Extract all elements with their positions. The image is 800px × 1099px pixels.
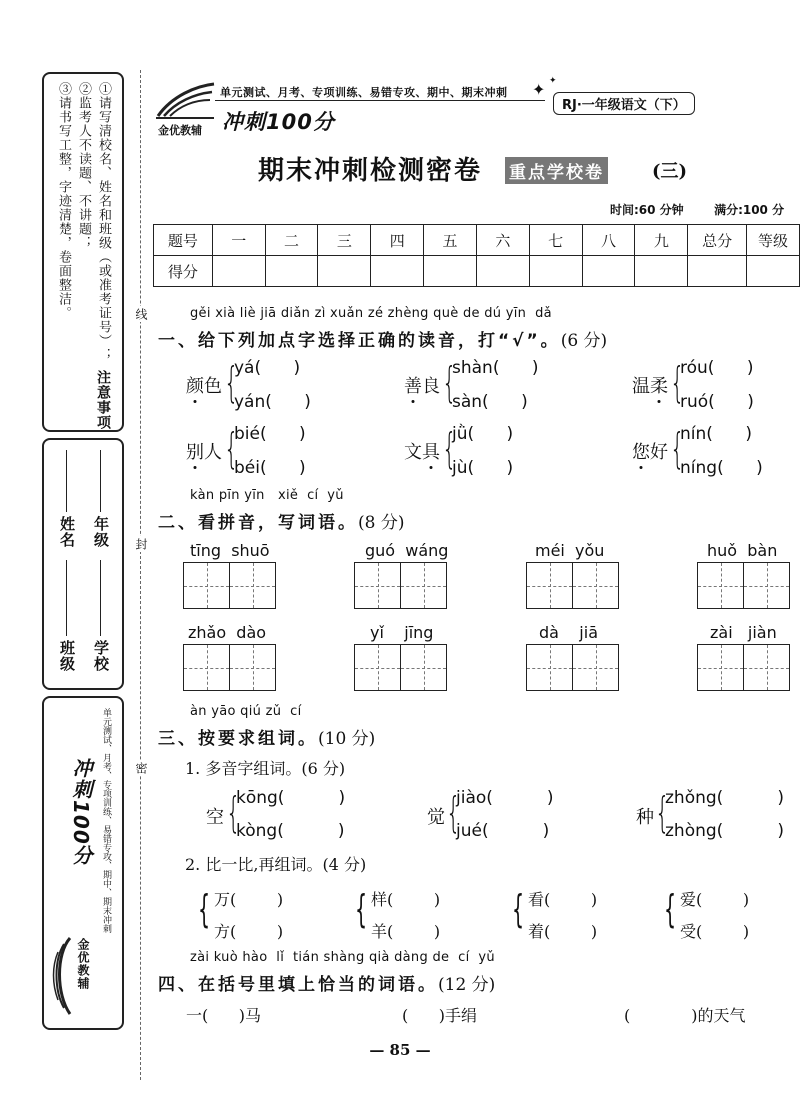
page-number: — 85 —	[369, 1041, 431, 1059]
score-cell[interactable]	[688, 256, 747, 287]
compare-1a[interactable]: 万( )	[214, 890, 284, 909]
table-header-cell: 一	[212, 225, 265, 256]
score-cell[interactable]	[529, 256, 582, 287]
class-field[interactable]	[66, 560, 67, 636]
s1-opt-6a[interactable]: nín( )	[680, 424, 752, 444]
poly-char-2: 觉	[427, 807, 445, 828]
logo-text: 金优教辅	[158, 124, 202, 137]
compare-2b[interactable]: 羊( )	[371, 922, 441, 941]
section3-sub2: 2. 比一比,再组词。(4 分)	[185, 855, 367, 874]
compare-3b[interactable]: 着( )	[528, 922, 598, 941]
s2-pinyin-6: yǐ jīng	[370, 623, 434, 642]
s1-opt-2a[interactable]: shàn( )	[452, 358, 539, 378]
series-line: 单元测试、月考、专项训练、易错专攻、期中、期末冲刺	[220, 86, 508, 99]
table-header-cell: 总分	[688, 225, 747, 256]
section3-title-text: 三、按要求组词。	[158, 729, 318, 749]
emphasis-dot	[430, 466, 433, 469]
writing-grid[interactable]	[354, 644, 447, 691]
section1-title	[158, 326, 607, 351]
section3-points: (10 分)	[318, 729, 376, 749]
table-header-cell: 三	[318, 225, 371, 256]
poly-char-3: 种	[636, 807, 654, 828]
writing-grid[interactable]	[183, 644, 276, 691]
s4-item-1[interactable]: 一( )马	[186, 1006, 262, 1025]
writing-grid[interactable]	[183, 562, 276, 609]
page-title: 期末冲刺检测密卷	[258, 156, 483, 186]
brace: {	[670, 358, 685, 407]
compare-1b[interactable]: 方( )	[214, 922, 284, 941]
emphasis-dot	[658, 400, 661, 403]
s1-opt-1b[interactable]: yán( )	[234, 392, 311, 412]
writing-grid[interactable]	[526, 644, 619, 691]
s2-pinyin-5: zhǎo dào	[188, 623, 267, 642]
s1-word-6	[632, 438, 668, 464]
school-field[interactable]	[100, 560, 101, 636]
notice-title: 注意事项	[95, 370, 111, 430]
table-header-cell: 八	[582, 225, 635, 256]
s1-word-1-text: 颜色	[186, 376, 222, 397]
s1-opt-3b[interactable]: ruó( )	[680, 392, 754, 412]
s1-word-2	[404, 372, 440, 398]
binding-cut-line	[140, 70, 141, 1080]
s1-word-4-text: 别人	[186, 442, 222, 463]
poly-opt-2a[interactable]: jiào( )	[456, 788, 554, 808]
emphasis-dot	[412, 400, 415, 403]
name-field[interactable]	[66, 450, 67, 512]
sparkle-small-icon: ✦	[549, 76, 557, 86]
section3-pinyin: àn yāo qiú zǔ cí	[190, 704, 302, 719]
s2-pinyin-4: huǒ bàn	[707, 541, 778, 560]
s1-opt-6b[interactable]: níng( )	[680, 458, 763, 478]
section4-title-text: 四、在括号里填上恰当的词语。	[158, 975, 438, 995]
compare-4a[interactable]: 爱( )	[680, 890, 750, 909]
poly-char-1: 空	[206, 807, 224, 828]
score-cell[interactable]	[635, 256, 688, 287]
notice-line-3: ③请书写工整，字迹清楚，卷面整洁。	[56, 82, 71, 320]
section1-pinyin: gěi xià liè jiā diǎn zì xuǎn zé zhèng què de dú yīn dǎ	[190, 306, 552, 321]
grade-field[interactable]	[100, 450, 101, 512]
notice-box	[42, 72, 124, 432]
brace: {	[198, 887, 211, 931]
notice-line-2: ②监考人不读题、不讲题；	[76, 82, 91, 250]
title-tag: 重点学校卷	[505, 157, 608, 184]
emphasis-dot	[640, 466, 643, 469]
s1-opt-2b[interactable]: sàn( )	[452, 392, 528, 412]
cut-mark-seal: 封	[134, 538, 148, 550]
score-cell[interactable]	[371, 256, 424, 287]
grade-tag: RJ·一年级语文（下）	[553, 92, 695, 115]
table-header-cell: 七	[529, 225, 582, 256]
table-row	[154, 256, 800, 287]
s1-opt-5a[interactable]: jǜ( )	[452, 424, 514, 444]
poly-opt-3b[interactable]: zhòng( )	[665, 821, 784, 841]
poly-opt-3a[interactable]: zhǒng( )	[665, 788, 784, 808]
writing-grid[interactable]	[697, 562, 790, 609]
s2-pinyin-2: guó wáng	[365, 541, 449, 560]
emphasis-dot	[194, 466, 197, 469]
compare-3a[interactable]: 看( )	[528, 890, 598, 909]
name-label: 姓名	[58, 516, 76, 548]
s2-pinyin-8: zài jiàn	[710, 623, 777, 642]
poly-opt-2b[interactable]: jué( )	[456, 821, 550, 841]
score-cell[interactable]	[265, 256, 318, 287]
table-header-cell: 四	[371, 225, 424, 256]
section1-title-text: 一、给下列加点字选择正确的读音，打“√”。	[158, 331, 561, 351]
section3-title	[158, 724, 375, 749]
s1-opt-3a[interactable]: róu( )	[680, 358, 754, 378]
s1-word-6-text: 您好	[632, 442, 668, 463]
s1-word-5-text: 文具	[404, 442, 440, 463]
exam-info	[610, 201, 784, 218]
emphasis-dot	[194, 400, 197, 403]
title-number: (三)	[652, 161, 688, 182]
s2-pinyin-1: tīng shuō	[190, 541, 270, 560]
score-table	[153, 224, 800, 287]
section4-pinyin: zài kuò hào lǐ tián shàng qià dàng de cí yǔ	[190, 950, 495, 965]
score-cell[interactable]	[747, 256, 800, 287]
brace: {	[446, 788, 461, 837]
s1-word-5	[404, 438, 440, 464]
s4-item-2[interactable]: ( )手绢	[402, 1006, 478, 1025]
s2-pinyin-7: dà jiā	[539, 623, 598, 642]
s1-opt-4b[interactable]: béi( )	[234, 458, 306, 478]
table-header-cell: 二	[265, 225, 318, 256]
grade-label: 年级	[92, 516, 110, 548]
section2-title	[158, 508, 404, 533]
cut-mark-line: 线	[134, 308, 148, 320]
s1-word-3-text: 温柔	[632, 376, 668, 397]
table-header-cell: 题号	[154, 225, 213, 256]
table-row	[154, 225, 800, 256]
score-cell[interactable]	[582, 256, 635, 287]
sidebar-brand: 冲刺100分	[69, 758, 93, 866]
sidebar-logo-text: 金优教辅	[76, 938, 90, 990]
brace: {	[226, 788, 241, 837]
table-header-cell: 九	[635, 225, 688, 256]
score-cell[interactable]	[424, 256, 477, 287]
cut-mark-secret: 密	[134, 762, 148, 774]
brace: {	[655, 788, 670, 837]
book-logo-icon	[152, 76, 218, 122]
brace: {	[224, 424, 239, 473]
brace: {	[670, 424, 685, 473]
s1-opt-1a[interactable]: yá( )	[234, 358, 301, 378]
table-header-cell: 六	[476, 225, 529, 256]
s2-pinyin-3: méi yǒu	[535, 541, 605, 560]
section2-title-text: 二、看拼音，写词语。	[158, 513, 358, 533]
table-header-cell: 等级	[747, 225, 800, 256]
notice-line-1: ①请写清校名、姓名和班级（或准考证号）；	[96, 82, 111, 362]
compare-4b[interactable]: 受( )	[680, 922, 750, 941]
brace: {	[442, 424, 457, 473]
section2-points: (8 分)	[358, 513, 405, 533]
table-header-cell: 五	[424, 225, 477, 256]
poly-opt-1b[interactable]: kòng( )	[236, 821, 345, 841]
score-cell[interactable]	[476, 256, 529, 287]
writing-grid[interactable]	[354, 562, 447, 609]
s1-word-1	[186, 372, 222, 398]
section2-pinyin: kàn pīn yīn xiě cí yǔ	[190, 488, 344, 503]
time-limit: 时间:60 分钟	[610, 203, 684, 217]
score-row-label: 得分	[154, 256, 213, 287]
sidebar-book-logo-icon	[50, 934, 74, 1018]
score-cell[interactable]	[212, 256, 265, 287]
s1-word-4	[186, 438, 222, 464]
s4-item-3[interactable]: ( )的天气	[624, 1006, 746, 1025]
sparkle-icon: ✦	[532, 80, 546, 99]
brand-title: 冲刺100分	[222, 110, 335, 134]
section4-title	[158, 970, 495, 995]
student-info-box	[42, 438, 124, 690]
school-label: 学校	[92, 640, 110, 672]
section4-points: (12 分)	[438, 975, 496, 995]
s1-word-3	[632, 372, 668, 398]
brace: {	[664, 887, 677, 931]
writing-grid[interactable]	[697, 644, 790, 691]
writing-grid[interactable]	[526, 562, 619, 609]
section3-sub1: 1. 多音字组词。(6 分)	[185, 759, 346, 778]
brace: {	[355, 887, 368, 931]
brace: {	[442, 358, 457, 407]
class-label: 班级	[58, 640, 76, 672]
brace: {	[224, 358, 239, 407]
brand-box	[42, 696, 124, 1030]
score-cell[interactable]	[318, 256, 371, 287]
brace: {	[512, 887, 525, 931]
section1-points: (6 分)	[560, 331, 608, 351]
s1-opt-4a[interactable]: bié( )	[234, 424, 306, 444]
sidebar-series: 单元测试、月考、专项训练、易错专攻、期中、期末冲刺	[101, 708, 111, 933]
s1-opt-5b[interactable]: jù( )	[452, 458, 514, 478]
poly-opt-1a[interactable]: kōng( )	[236, 788, 346, 808]
compare-2a[interactable]: 样( )	[371, 890, 441, 909]
header-rule	[215, 100, 545, 101]
s1-word-2-text: 善良	[404, 376, 440, 397]
full-score: 满分:100 分	[714, 203, 785, 217]
